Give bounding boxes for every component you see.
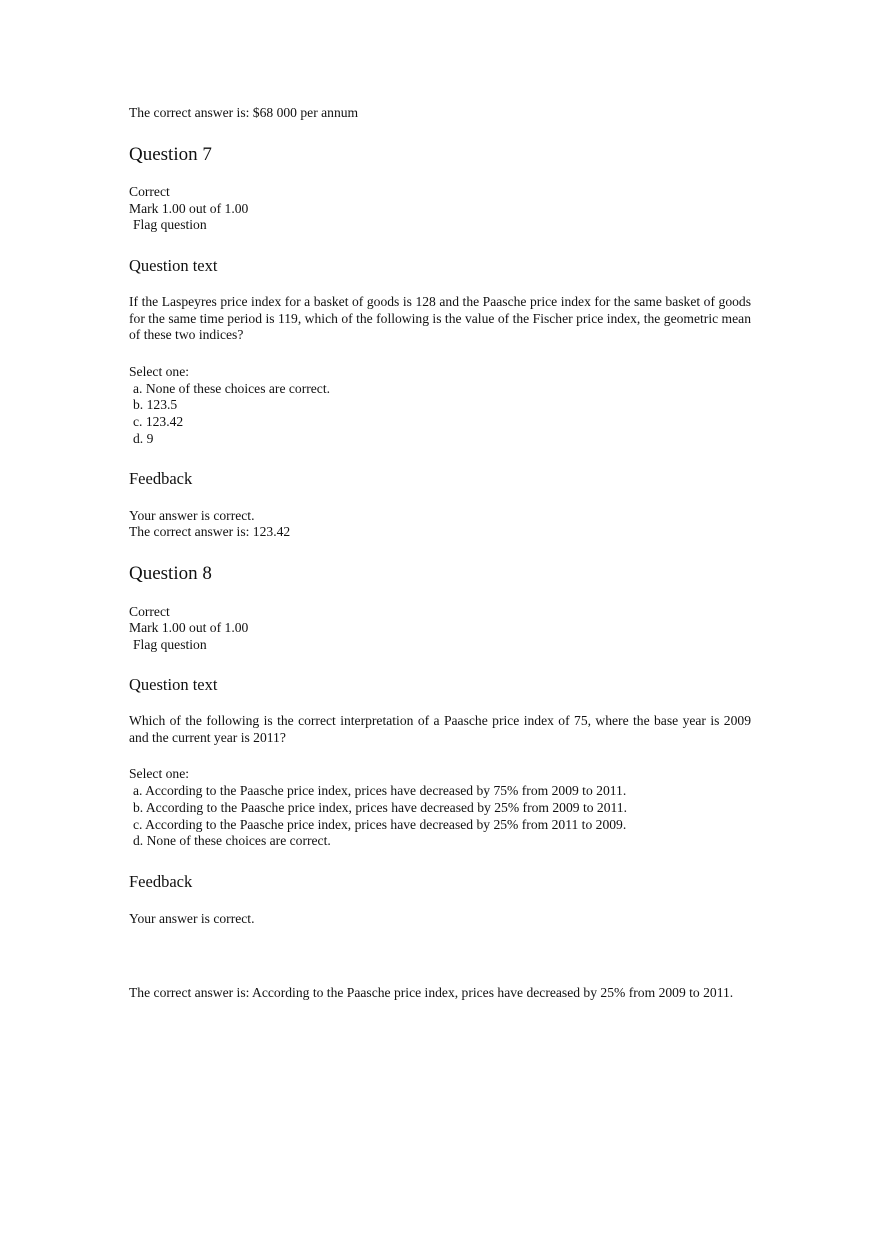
question-7-feedback: Your answer is correct.: [129, 508, 255, 523]
question-7-title: Question 7: [129, 144, 212, 165]
question-8-status: Correct: [129, 604, 170, 619]
question-8-option-d[interactable]: d. None of these choices are correct.: [133, 833, 331, 848]
question-7-status: Correct: [129, 184, 170, 199]
question-7-text-heading: Question text: [129, 256, 218, 275]
question-8-feedback: Your answer is correct.: [129, 911, 255, 926]
question-8-option-a[interactable]: a. According to the Paasche price index, prices have decreased by 75% from 2009 to 2011.: [133, 783, 627, 798]
question-8-text-heading: Question text: [129, 675, 218, 694]
question-8-flag-link[interactable]: Flag question: [133, 637, 207, 652]
question-7-flag-link[interactable]: Flag question: [133, 217, 207, 232]
question-8-option-c[interactable]: c. According to the Paasche price index, prices have decreased by 25% from 2011 to 2009.: [133, 817, 627, 832]
question-8-title: Question 8: [129, 563, 212, 584]
previous-correct-answer: The correct answer is: $68 000 per annum: [129, 105, 359, 120]
question-8-select-label: Select one:: [129, 766, 190, 781]
question-7-feedback-heading: Feedback: [129, 469, 193, 488]
question-8-text: Which of the following is the correct interpretation of a Paasche price index of 75, where the base year is 2009 and the current year is 2011?: [129, 713, 751, 745]
question-7-option-b[interactable]: b. 123.5: [133, 397, 178, 412]
question-7-option-d[interactable]: d. 9: [133, 431, 154, 446]
question-8-mark: Mark 1.00 out of 1.00: [129, 620, 249, 635]
question-7-correct-answer: The correct answer is: 123.42: [129, 524, 291, 539]
question-7-select-label: Select one:: [129, 364, 190, 379]
question-8-correct-answer: The correct answer is: According to the Paasche price index, prices have decreased by 25% from 2009 to 2011.: [129, 985, 734, 1000]
question-7-text: If the Laspeyres price index for a basket of goods is 128 and the Paasche price index for the same basket of goods for the same time period is 119, which of the following is the value of the Fischer price index, the geometric mean of these two indices?: [129, 294, 751, 343]
question-7-option-c[interactable]: c. 123.42: [133, 414, 184, 429]
question-8-feedback-heading: Feedback: [129, 872, 193, 891]
question-7-option-a[interactable]: a. None of these choices are correct.: [133, 381, 331, 396]
question-7-mark: Mark 1.00 out of 1.00: [129, 201, 249, 216]
question-8-option-b[interactable]: b. According to the Paasche price index, prices have decreased by 25% from 2009 to 2011.: [133, 800, 628, 815]
